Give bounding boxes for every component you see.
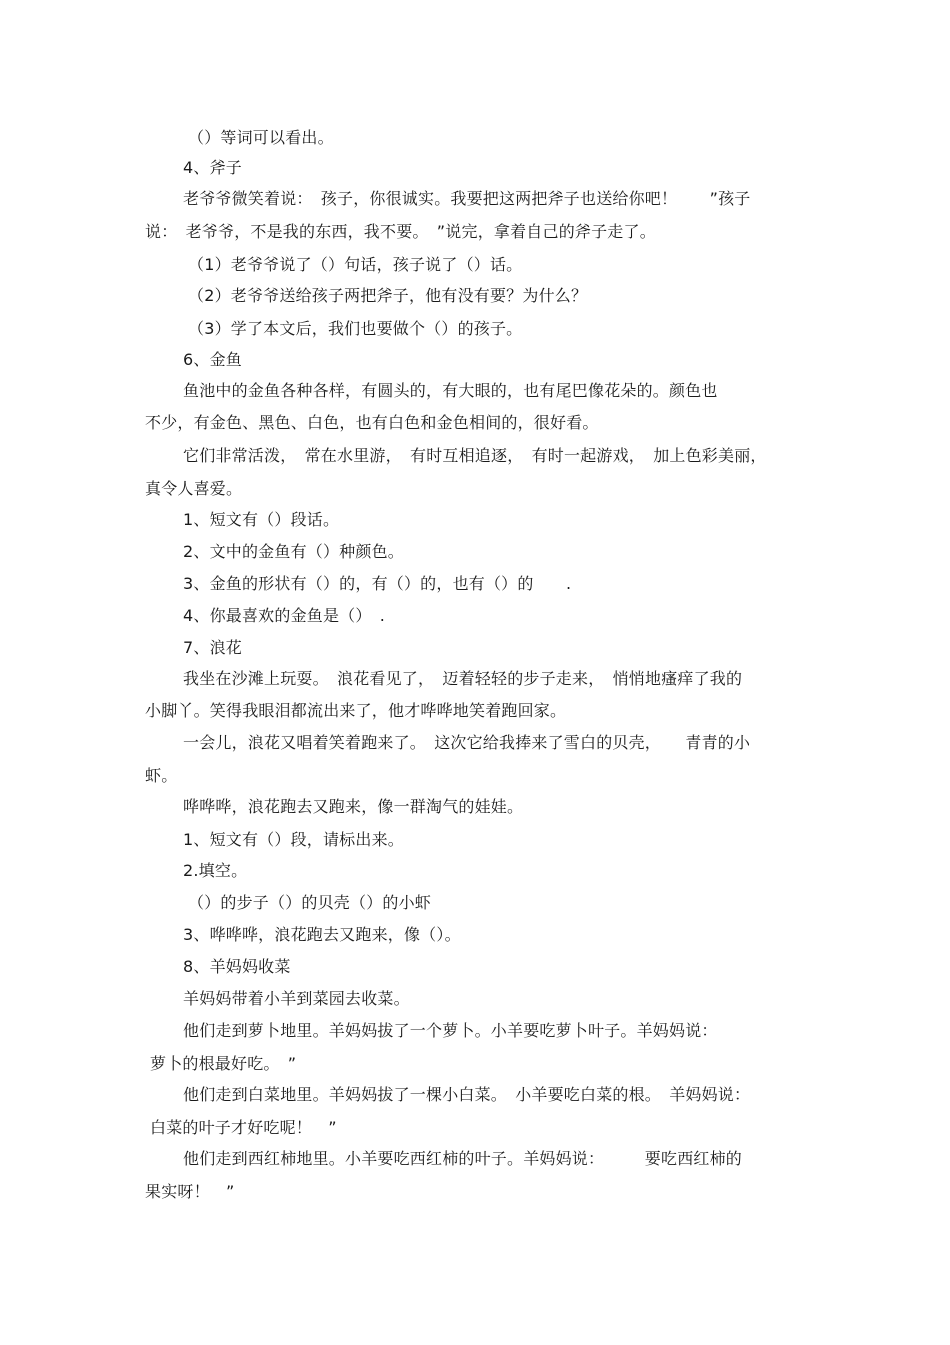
text-line: 老爷爷微笑着说： 孩子，你很诚实。我要把这两把斧子也送给你吧！ ”孩子 (183, 189, 751, 208)
text-line: 我坐在沙滩上玩耍。 浪花看见了， 迈着轻轻的步子走来， 悄悄地瘙痒了我的 (183, 669, 743, 688)
question-item: （1）老爷爷说了（）句话，孩子说了（）话。 (188, 255, 523, 274)
text-line: 他们走到白菜地里。羊妈妈拔了一棵小白菜。 小羊要吃白菜的根。 羊妈妈说： (183, 1085, 751, 1104)
question-item: 3、金鱼的形状有（）的，有（）的，也有（）的 . (183, 574, 572, 593)
text-line: 萝卜的根最好吃。 ” (150, 1054, 297, 1073)
text-line: （）等词可以看出。 (188, 128, 334, 147)
text-line: 说： 老爷爷，不是我的东西，我不要。 ”说完，拿着自己的斧子走了。 (145, 222, 656, 241)
text-line: 不少，有金色、黑色、白色，也有白色和金色相间的，很好看。 (145, 413, 599, 432)
question-item: （3）学了本文后，我们也要做个（）的孩子。 (188, 319, 523, 338)
section-heading: 7、浪花 (183, 638, 242, 657)
question-item: 3、哗哗哗，浪花跑去又跑来，像（）。 (183, 925, 461, 944)
question-item: 1、短文有（）段话。 (183, 510, 340, 529)
section-heading: 4、斧子 (183, 158, 242, 177)
text-line: 虾。 (145, 766, 178, 785)
question-item: （2）老爷爷送给孩子两把斧子，他有没有要？为什么？ (188, 286, 588, 305)
text-line: 真令人喜爱。 (145, 479, 243, 498)
text-line: 哗哗哗，浪花跑去又跑来，像一群淘气的娃娃。 (183, 797, 524, 816)
text-line: 白菜的叶子才好吃呢！ ” (150, 1118, 337, 1137)
section-heading: 6、金鱼 (183, 350, 242, 369)
text-line: 他们走到萝卜地里。羊妈妈拔了一个萝卜。小羊要吃萝卜叶子。羊妈妈说： (183, 1021, 718, 1040)
question-item: 2.填空。 (183, 861, 248, 880)
text-line: 鱼池中的金鱼各种各样，有圆头的，有大眼的，也有尾巴像花朵的。颜色也 (183, 381, 718, 400)
text-line: 一会儿，浪花又唱着笑着跑来了。 这次它给我捧来了雪白的贝壳， 青青的小 (183, 733, 751, 752)
text-line: 小脚丫。笑得我眼泪都流出来了，他才哗哗地笑着跑回家。 (145, 701, 567, 720)
question-item: 1、短文有（）段，请标出来。 (183, 830, 404, 849)
question-item: 4、你最喜欢的金鱼是（） . (183, 606, 386, 625)
text-line: 果实呀！ ” (145, 1182, 235, 1201)
question-item: （）的步子（）的贝壳（）的小虾 (188, 893, 432, 912)
section-heading: 8、羊妈妈收菜 (183, 957, 291, 976)
text-line: 羊妈妈带着小羊到菜园去收菜。 (183, 989, 410, 1008)
text-line: 他们走到西红柿地里。小羊要吃西红柿的叶子。羊妈妈说： 要吃西红柿的 (183, 1149, 743, 1168)
question-item: 2、文中的金鱼有（）种颜色。 (183, 542, 404, 561)
text-line: 它们非常活泼， 常在水里游， 有时互相追逐， 有时一起游戏， 加上色彩美丽， (183, 446, 767, 465)
